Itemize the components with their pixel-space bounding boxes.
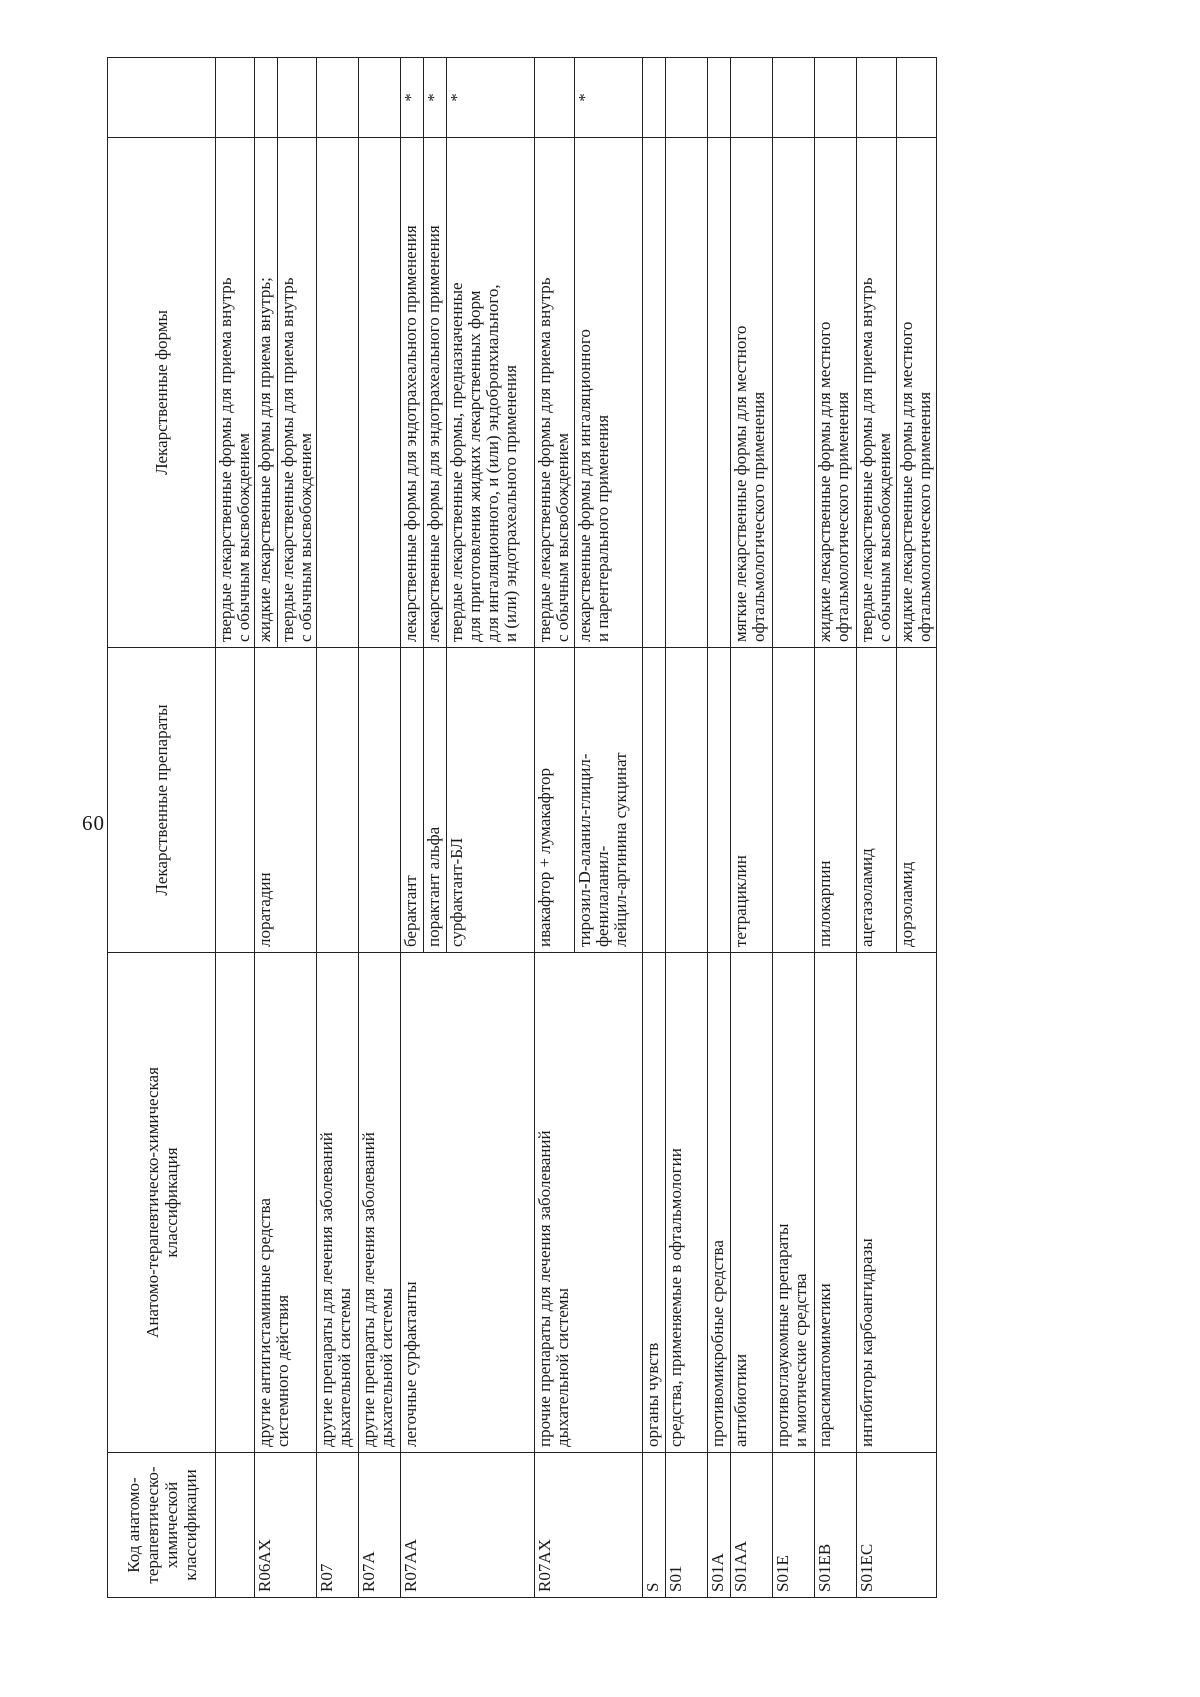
cell-classification: другие антигистаминные средства системного действия	[255, 953, 317, 1453]
cell-drug: тетрациклин	[731, 648, 773, 953]
cell-mark	[731, 58, 773, 138]
cell-classification: средства, применяемые в офтальмологии	[666, 953, 708, 1453]
cell-mark	[278, 58, 317, 138]
cell-code: S01AA	[731, 1453, 773, 1598]
cell-mark: *	[424, 58, 447, 138]
cell-drug: пилокарпин	[815, 648, 857, 953]
cell-drug	[666, 648, 708, 953]
cell-form: лекарственные формы для эндотрахеального применения	[424, 138, 447, 648]
cell-drug: берактант	[401, 648, 424, 953]
cell-code: S01E	[773, 1453, 815, 1598]
table-row	[773, 58, 815, 1598]
table-row	[708, 58, 731, 1598]
cell-drug: ивакафтор + лумакафтор	[535, 648, 575, 953]
cell-mark: *	[401, 58, 424, 138]
cell-classification: прочие препараты для лечения заболеваний дыхательной системы	[535, 953, 643, 1453]
table-row	[731, 58, 773, 1598]
table-row	[815, 58, 857, 1598]
table-row	[216, 58, 255, 1598]
cell-drug	[643, 648, 666, 953]
cell-classification: ингибиторы карбоангидразы	[857, 953, 937, 1453]
cell-classification: другие препараты для лечения заболеваний дыхательной системы	[317, 953, 359, 1453]
header-forms: Лекарственные формы	[108, 138, 216, 648]
cell-code	[216, 1453, 255, 1598]
cell-drug	[317, 648, 359, 953]
cell-code: R07A	[359, 1453, 401, 1598]
cell-drug: тирозил-D-аланил-глицил-фенилаланил- лейцил-аргинина сукцинат	[575, 648, 643, 953]
cell-classification: легочные сурфактанты	[401, 953, 535, 1453]
table-header	[108, 58, 216, 1598]
table-body	[216, 58, 937, 1598]
cell-drug	[773, 648, 815, 953]
cell-drug: сурфактант-БЛ	[447, 648, 535, 953]
cell-code: S01	[666, 1453, 708, 1598]
cell-drug: порактант альфа	[424, 648, 447, 953]
cell-mark	[317, 58, 359, 138]
cell-form: твердые лекарственные формы для приема внутрь с обычным высвобождением	[216, 138, 255, 648]
cell-classification: другие препараты для лечения заболеваний дыхательной системы	[359, 953, 401, 1453]
cell-form: твердые лекарственные формы для приема внутрь с обычным высвобождением	[857, 138, 897, 648]
cell-drug	[216, 648, 255, 953]
cell-form: жидкие лекарственные формы для местного офтальмологического применения	[897, 138, 937, 648]
cell-classification: антибиотики	[731, 953, 773, 1453]
table-row	[401, 58, 424, 1598]
cell-form: лекарственные формы для ингаляционного и парентерального применения	[575, 138, 643, 648]
table-row	[535, 58, 575, 1598]
cell-mark	[255, 58, 278, 138]
cell-drug: дорзоламид	[897, 648, 937, 953]
cell-form: твердые лекарственные формы для приема внутрь с обычным высвобождением	[535, 138, 575, 648]
table-row	[317, 58, 359, 1598]
cell-mark	[666, 58, 708, 138]
cell-mark	[359, 58, 401, 138]
cell-drug	[708, 648, 731, 953]
cell-drug	[359, 648, 401, 953]
cell-classification: противоглаукомные препараты и миотические средства	[773, 953, 815, 1453]
cell-classification: противомикробные средства	[708, 953, 731, 1453]
cell-form	[708, 138, 731, 648]
medicines-table	[107, 57, 937, 1598]
header-mark	[108, 58, 216, 138]
table-row	[255, 58, 278, 1598]
table-row	[857, 58, 897, 1598]
cell-code: S01EC	[857, 1453, 937, 1598]
cell-mark	[216, 58, 255, 138]
cell-form	[317, 138, 359, 648]
cell-form: твердые лекарственные формы, предназначенные для приготовления жидких лекарственных форм для ингаляционного, и (или) эндобронхиального, и (или) эндотрахеального применения	[447, 138, 535, 648]
table-row	[666, 58, 708, 1598]
cell-form	[666, 138, 708, 648]
cell-form	[359, 138, 401, 648]
cell-mark: *	[447, 58, 535, 138]
header-code: Код анатомо- терапевтическо- химической классификации	[108, 1453, 216, 1598]
cell-form: лекарственные формы для эндотрахеального применения	[401, 138, 424, 648]
cell-code: R07AA	[401, 1453, 535, 1598]
cell-form	[773, 138, 815, 648]
cell-code: S01EB	[815, 1453, 857, 1598]
cell-code: R07AX	[535, 1453, 643, 1598]
cell-mark	[815, 58, 857, 138]
cell-classification: органы чувств	[643, 953, 666, 1453]
table-row	[643, 58, 666, 1598]
cell-form: твердые лекарственные формы для приема внутрь с обычным высвобождением	[278, 138, 317, 648]
header-drugs: Лекарственные препараты	[108, 648, 216, 953]
cell-mark: *	[575, 58, 643, 138]
cell-drug: лоратадин	[255, 648, 317, 953]
cell-mark	[773, 58, 815, 138]
cell-mark	[708, 58, 731, 138]
cell-mark	[897, 58, 937, 138]
table-row	[359, 58, 401, 1598]
rotated-table-container	[107, 58, 1045, 1598]
cell-code: S	[643, 1453, 666, 1598]
cell-form: мягкие лекарственные формы для местного офтальмологического применения	[731, 138, 773, 648]
cell-classification	[216, 953, 255, 1453]
cell-form: жидкие лекарственные формы для местного офтальмологического применения	[815, 138, 857, 648]
cell-drug: ацетазоламид	[857, 648, 897, 953]
cell-form	[643, 138, 666, 648]
cell-form: жидкие лекарственные формы для приема внутрь;	[255, 138, 278, 648]
page-number: 60	[82, 811, 105, 835]
cell-mark	[535, 58, 575, 138]
cell-mark	[643, 58, 666, 138]
cell-mark	[857, 58, 897, 138]
cell-code: R06AX	[255, 1453, 317, 1598]
cell-code: R07	[317, 1453, 359, 1598]
cell-classification: парасимпатомиметики	[815, 953, 857, 1453]
cell-code: S01A	[708, 1453, 731, 1598]
header-classification: Анатомо-терапевтическо-химическая классификация	[108, 953, 216, 1453]
